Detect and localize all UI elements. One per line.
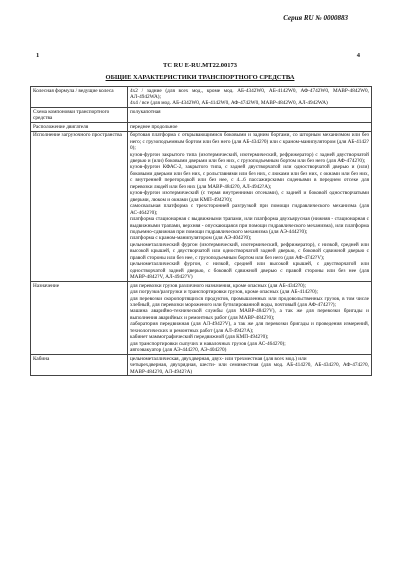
value-line: лаборатория передвижная (для АЛ-4942?V), а так же для перевозки бригады и проведения измерений, технологических и ремонтных работ (для АЛ-4942?А);: [130, 321, 369, 334]
value-line: полукапотная: [130, 108, 161, 115]
row-label: Кабина: [31, 355, 128, 376]
row-label: Расположение двигателя: [31, 123, 128, 131]
row-label: Колесная формула / ведущие колеса: [31, 87, 128, 108]
table-row: [31, 131, 372, 281]
row-value: [128, 87, 372, 108]
table-row: [31, 123, 372, 131]
row-label: Исполнение загрузочного пространства: [31, 131, 128, 281]
row-value: [128, 123, 372, 131]
row-label: Назначение: [31, 282, 128, 355]
value-line: кузов-фургон изотермический (с термя внутренними отсеками), с задней и боковой одностворчатыми дверьми, люком и окнами (для КМП-4942?0);: [130, 190, 369, 203]
table-row: [31, 355, 372, 376]
value-line: 4x2 / задние (для всех мод., кроме мод. АБ-4342W0, АБ-4142W0, АФ-4742W0, МАВР-4842W0, АЛ-4942WA);: [130, 87, 369, 100]
row-label: Схема компоновки транспортного средства: [31, 108, 128, 123]
value-line: бортовая платформа с открывающимися боковыми и задним бортами, со шторным механизмом или без него; с грузоподъемным бортом или без него (для АБ-4342?0) или с краном-манипулятором (для АБ-4142?0);: [130, 132, 369, 152]
value-line: для транспортировки сыпучих и навалочных грузов (для АС-4642?0);: [130, 340, 286, 347]
value-line: цельнометаллический фургон (изотермический, изотермический, рефрижератор), с низкой, средней или высокой крышей, с двустворчатой или одностворчатой задней дверью, с боковой сдвижной дверью с правой стороны или без нее, с грузоподъемным бортом или без него (для АФ-4742?V);: [130, 241, 369, 261]
table-row: [31, 282, 372, 355]
value-line: переднее продольное: [130, 123, 178, 130]
value-line: самосвальная платформа с трехсторонней разгрузкой при помощи гидравлического механизма (для АС-4642?0);: [130, 203, 369, 216]
value-line: кузов-фургон КФАС-2, закрытого типа, с задней двустворчатой или одностворчатой дверью и (или) боковыми дверьми или без них, с рольставнями или без них, с люками или без них, с окнами или без них, с внутренней перегородкой или без нее, с 4...6 пассажирскими сиденьями в переднем отсеке для перевозки людей или без них (для МАВР-4842?0, АЛ-4942?А);: [130, 164, 369, 190]
certificate-number: TC RU E-RU.MT22.00173: [162, 62, 238, 69]
value-line: четырехдверная, двухрядная, шести- или семиместная (для мод. АБ-4142?0, АБ-4342?0, АФ-4742?0, МАВР-4842?0, АЛ-4942?А): [130, 362, 369, 375]
row-value: [128, 131, 372, 281]
value-line: платформа стационарная с выдвижными трапами, или платформа двухъярусная (нижняя - стационарная с выдвижными трапами, верхняя - опускающаяся при помощи гидравлического механизма), или платформа подъемно-сдвижная при помощи гидравлического механизма (для АЭ-4442?0);: [130, 216, 369, 236]
value-line: кузов-фургон закрытого типа (изотермический, изотермический, рефрижератор) с задней двустворчатой дверью и (или) боковыми дверьми или без них, с грузоподъемным бортом или без него (для АФ-4742?0);: [130, 151, 369, 165]
table-row: [31, 87, 372, 108]
row-value: [128, 282, 372, 355]
value-line: цельнометаллический фургон, с низкой, средней или высокой крышей, с двустворчатой или одностворчатой задней дверью, с боковой сдвижной дверью с правой стороны или без нее (для МАВР-4842?V, АЛ-4942?V): [130, 261, 369, 281]
value-line: кабинет маммографический передвижной (для КМП-4942?0);: [130, 334, 269, 341]
value-line: платформа с краном-манипулятором (для АЭ-4042?0);: [130, 235, 252, 242]
sheet-number: 4: [356, 52, 360, 59]
value-line: 4x4 / все (для мод. АБ-4342W0, АБ-4142W0, АФ-4742W0, МАВР-4842W0, АЛ-4942WA): [130, 100, 328, 107]
value-line: для перевозки грузов различного назначения, кроме опасных (для АБ-4342?0);: [130, 282, 307, 289]
value-line: для перевозки скоропортящихся продуктов, промышленных или продовольственных грузов, в том числе хлебный, для перевозки мороженого или бутилированной воды, почтовый (для АФ-4742??);: [130, 295, 369, 308]
value-line: автоэвакуатор (для АЭ-4442?0, АЭ-4042?0): [130, 347, 227, 354]
row-value: [128, 108, 372, 123]
section-heading: ОБЩИЕ ХАРАКТЕРИСТИКИ ТРАНСПОРТНОГО СРЕДСТВА: [105, 74, 295, 81]
value-line: цельнометаллическая, двухдверная, двух- или трехместная (для всех мод.) или: [130, 355, 307, 362]
page-number: 1: [36, 52, 40, 59]
row-value: [128, 355, 372, 376]
value-line: для погрузки/разгрузки и транспортировки грузов, кроме опасных (для АБ-4142?0);: [130, 289, 318, 296]
value-line: машина аварийно-технической службы (для МАВР-4842?V), а так же для перевозки бригады и выполнения аварийных и ремонтных работ (для МАВР-4842?0);: [130, 308, 369, 321]
serial-number: Серия RU № 0000883: [283, 14, 348, 22]
characteristics-table: [30, 86, 372, 376]
table-row: [31, 108, 372, 123]
